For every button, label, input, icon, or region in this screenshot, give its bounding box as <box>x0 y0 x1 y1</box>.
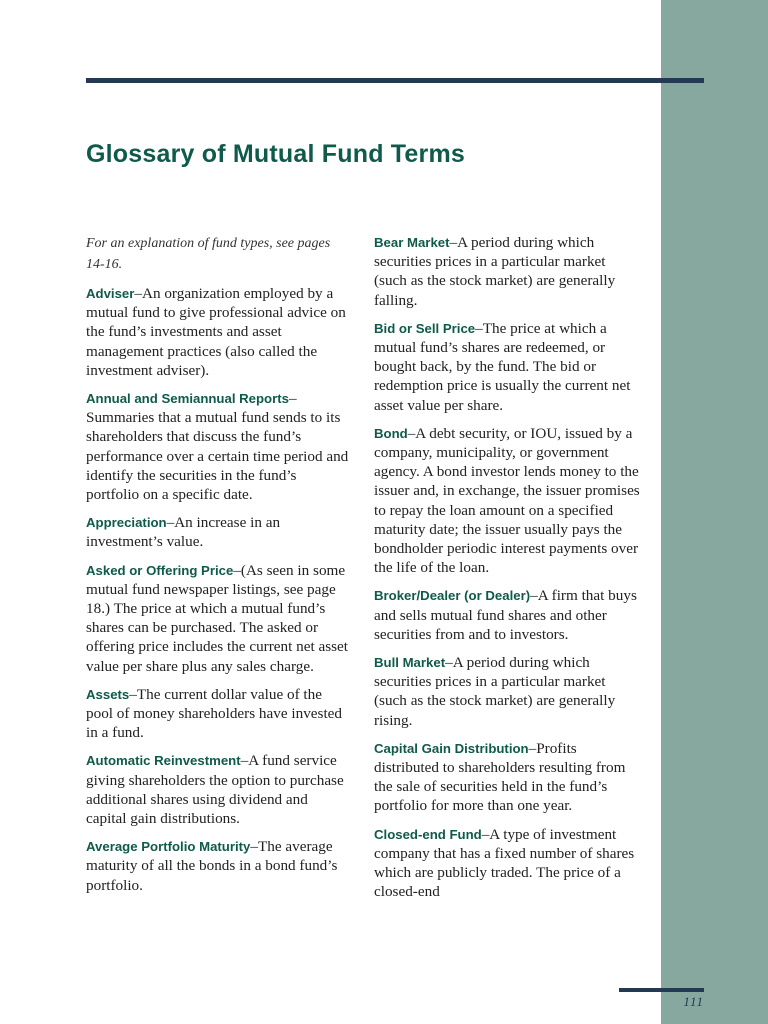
glossary-term: Capital Gain Distribution <box>374 740 529 756</box>
glossary-definition: A type of investment company that has a fixed number of shares which are publicly traded. The price of a closed-end <box>374 825 635 901</box>
top-rule <box>86 78 704 83</box>
glossary-entry: Bear Market–A period during which securities prices in a particular market (such as the stock market) are generally falling. <box>374 234 616 309</box>
glossary-term: Asked or Offering Price <box>86 562 234 578</box>
intro-note: For an explanation of fund types, see pages 14-16. <box>86 236 331 272</box>
glossary-term: Bull Market <box>374 655 446 671</box>
glossary-term: Average Portfolio Maturity <box>86 839 251 855</box>
glossary-entry: Automatic Reinvestment–A fund service giving shareholders the option to purchase additional shares using dividend and capital gain distributions. <box>86 752 344 828</box>
glossary-definition: The price at which a mutual fund’s shares are redeemed, or bought back, by the fund. The bid or redemption price is usually the current net asset value per share. <box>374 319 631 414</box>
glossary-definition: An increase in an investment’s value. <box>86 514 281 551</box>
glossary-entry: Bull Market–A period during which securities prices in a particular market (such as the stock market) are generally rising. <box>374 654 616 729</box>
glossary-entry: Closed-end Fund–A type of investment company that has a fixed number of shares which are publicly traded. The price of a closed-end <box>374 825 635 901</box>
glossary-term: Broker/Dealer (or Dealer) <box>374 588 531 604</box>
glossary-definition: Profits distributed to shareholders resulting from the sale of securities held in the fund’s portfolio for more than one year. <box>374 739 626 815</box>
glossary-definition: Summaries that a mutual fund sends to its shareholders that discuss the fund’s performance over a certain time period and identify the securities in the fund’s portfolio on a specific date. <box>86 409 349 504</box>
glossary-entry: Bond–A debt security, or IOU, issued by a company, municipality, or government agency. A bond investor lends money to the issuer and, in exchange, the issuer promises to repay the loan amount on a specified maturity date; the issuer usually pays the bondholder periodic interest payments over the life of the loan. <box>374 424 640 577</box>
glossary-entry: Broker/Dealer (or Dealer)–A firm that buys and sells mutual fund shares and other securities from and to investors. <box>374 587 637 643</box>
page-number: 111 <box>683 994 704 1009</box>
glossary-term: Automatic Reinvestment <box>86 753 241 769</box>
glossary-column-right <box>374 233 640 911</box>
glossary-term: Adviser <box>86 286 135 301</box>
glossary-term: Assets <box>86 686 130 702</box>
glossary-definition: A firm that buys and sells mutual fund shares and other securities from and to investors. <box>374 587 637 643</box>
glossary-entry: Assets–The current dollar value of the pool of money shareholders have invested in a fund. <box>86 685 343 742</box>
glossary-entry: Annual and Semiannual Reports–Summaries that a mutual fund sends to its shareholders that discuss the fund’s performance over a certain time period and identify the securities in the fund’s portfolio on a specific date. <box>86 390 349 504</box>
glossary-term: Bond <box>374 425 408 441</box>
glossary-entry: Bid or Sell Price–The price at which a mutual fund’s shares are redeemed, or bought back, by the fund. The bid or redemption price is usually the current net asset value per share. <box>374 319 631 414</box>
glossary-entry: Average Portfolio Maturity–The average maturity of all the bonds in a bond fund’s portfolio. <box>86 838 338 894</box>
glossary-definition: A fund service giving shareholders the option to purchase additional shares using dividend and capital gain distributions. <box>86 752 344 828</box>
glossary-entry: Capital Gain Distribution–Profits distributed to shareholders resulting from the sale of securities held in the fund’s portfolio for more than one year. <box>374 739 626 815</box>
glossary-definition: A debt security, or IOU, issued by a company, municipality, or government agency. A bond investor lends money to the issuer and, in exchange, the issuer promises to repay the loan amount on a specified maturity date; the issuer usually pays the bondholder periodic interest payments over the life of the loan. <box>374 424 640 577</box>
glossary-term: Annual and Semiannual Reports <box>86 391 289 407</box>
glossary-definition: The current dollar value of the pool of money shareholders have invested in a fund. <box>86 685 343 742</box>
glossary-entry: Adviser–An organization employed by a mutual fund to give professional advice on the fund’s investments and asset management practices (also called the investment adviser). <box>86 285 346 379</box>
glossary-term: Bid or Sell Price <box>374 320 476 336</box>
glossary-term: Bear Market <box>374 235 450 250</box>
glossary-definition: (As seen in some mutual fund newspaper listings, see page 18.) The price at which a mutual fund’s shares can be purchased. The asked or offering price includes the current net asset value per share plus any sales charge. <box>86 561 349 675</box>
glossary-definition: An organization employed by a mutual fund to give professional advice on the fund’s investments and asset management practices (also called the investment adviser). <box>86 285 346 379</box>
glossary-definition: A period during which securities prices in a particular market (such as the stock market) are generally falling. <box>374 234 616 309</box>
footer-rule <box>619 988 704 992</box>
side-color-band <box>661 0 768 1024</box>
glossary-entry: Appreciation–An increase in an investment’s value. <box>86 514 281 551</box>
glossary-term: Closed-end Fund <box>374 826 482 842</box>
glossary-term: Appreciation <box>86 515 167 531</box>
glossary-definition: A period during which securities prices in a particular market (such as the stock market) are generally rising. <box>374 654 616 729</box>
page-title: Glossary of Mutual Fund Terms <box>86 140 465 168</box>
glossary-column-left <box>86 233 352 904</box>
glossary-definition: The average maturity of all the bonds in a bond fund’s portfolio. <box>86 838 338 894</box>
glossary-entry: Asked or Offering Price–(As seen in some mutual fund newspaper listings, see page 18.) The price at which a mutual fund’s shares can be purchased. The asked or offering price includes the current net asset value per share plus any sales charge. <box>86 561 349 675</box>
